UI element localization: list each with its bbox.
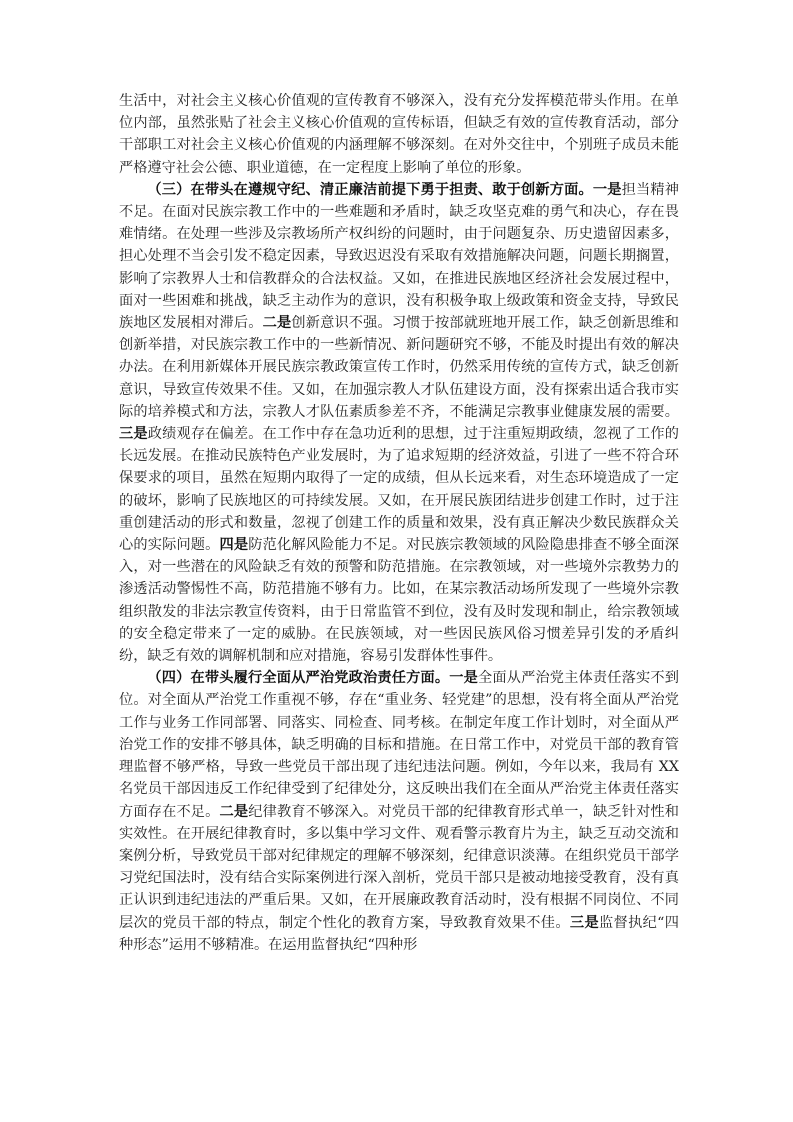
item-text: 监督执纪“四种形态”运用不够精准。在运用监督执纪“四种形	[119, 914, 679, 953]
item-text: 全面从严治党主体责任落实不到位。对全面从严治党工作重视不够，存在“重业务、轻党建”的思想，没有将全面从严治党工作与业务工作同部署、同落实、同检查、同考核。在制定年度工作计划时，对全面从严治党工作的安排不够具体，缺乏明确的目标和措施。在日常工作中，对党员干部的教育管理监督不够严格，导致一些党员干部出现了违纪违法问题。例如，今年以来，我局有 XX 名党员干部因违反工作纪律受到了纪律处分，这反映出我们在全面从严治党主体责任落实方面存在不足。	[119, 670, 679, 820]
item-marker: 三是	[569, 914, 599, 931]
item-text: 创新意识不强。习惯于按部就班地开展工作，缺乏创新思维和创新举措，对民族宗教工作中的一些新情况、新问题研究不够，不能及时提出有效的解决办法。在利用新媒体开展民族宗教政策宣传工作时，仍然采用传统的宣传方式，缺乏创新意识，导致宣传效果不佳。又如，在加强宗教人才队伍建设方面，没有探索出适合我市实际的培养模式和方法，宗教人才队伍素质参差不齐，不能满足宗教事业健康发展的需要。	[119, 315, 679, 420]
item-text: 政绩观存在偏差。在工作中存在急功近利的思想，过于注重短期政绩，忽视了工作的长远发展。在推动民族特色产业发展时，为了追求短期的经济效益，引进了一些不符合环保要求的项目，虽然在短期内取得了一定的成绩，但从长远来看，对生态环境造成了一定的破坏，影响了民族地区的可持续发展。又如，在开展民族团结进步创建工作时，过于注重创建活动的形式和数量，忽视了创建工作的质量和效果，没有真正解决少数民族群众关心的实际问题。	[119, 426, 679, 554]
section-heading: （四）在带头履行全面从严治党政治责任方面。	[147, 670, 450, 687]
document-page	[119, 90, 679, 956]
item-marker: 一是	[592, 181, 622, 198]
paragraph-section-three	[119, 179, 679, 667]
item-marker: 四是	[219, 537, 249, 554]
paragraph-text: 生活中，对社会主义核心价值观的宣传教育不够深入，没有充分发挥模范带头作用。在单位内部，虽然张贴了社会主义核心价值观的宣传标语，但缺乏有效的宣传教育活动，部分干部职工对社会主义核心价值观的内涵理解不够深刻。在对外交往中，个别班子成员未能严格遵守社会公德、职业道德，在一定程度上影响了单位的形象。	[119, 93, 679, 176]
item-marker: 二是	[262, 315, 292, 332]
item-marker: 一是	[449, 670, 478, 687]
section-heading: （三）在带头在遵规守纪、清正廉洁前提下勇于担责、敢于创新方面。	[147, 181, 593, 198]
paragraph-section-four	[119, 667, 679, 956]
item-text: 担当精神不足。在面对民族宗教工作中的一些难题和矛盾时，缺乏攻坚克难的勇气和决心，存在畏难情绪。在处理一些涉及宗教场所产权纠纷的问题时，由于问题复杂、历史遗留因素多，担心处理不当会引发不稳定因素，导致迟迟没有采取有效措施解决问题，问题长期搁置，影响了宗教界人士和信教群众的合法权益。又如，在推进民族地区经济社会发展过程中，面对一些困难和挑战，缺乏主动作为的意识，没有积极争取上级政策和资金支持，导致民族地区发展相对滞后。	[119, 181, 679, 332]
paragraph-value-education	[119, 90, 679, 179]
item-marker: 三是	[119, 426, 148, 443]
item-text: 防范化解风险能力不足。对民族宗教领域的风险隐患排查不够全面深入，对一些潜在的风险缺乏有效的预警和防范措施。在宗教领域，对一些境外宗教势力的渗透活动警惕性不高，防范措施不够有力。比如，在某宗教活动场所发现了一些境外宗教组织散发的非法宗教宣传资料，由于日常监管不到位，没有及时发现和制止，给宗教领域的安全稳定带来了一定的威胁。在民族领域，对一些因民族风俗习惯差异引发的矛盾纠纷，缺乏有效的调解机制和应对措施，容易引发群体性事件。	[119, 537, 679, 665]
item-text: 纪律教育不够深入。对党员干部的纪律教育形式单一，缺乏针对性和实效性。在开展纪律教育时，多以集中学习文件、观看警示教育片为主，缺乏互动交流和案例分析，导致党员干部对纪律规定的理解不够深刻，纪律意识淡薄。在组织党员干部学习党纪国法时，没有结合实际案例进行深入剖析，党员干部只是被动地接受教育，没有真正认识到违纪违法的严重后果。又如，在开展廉政教育活动时，没有根据不同岗位、不同层次的党员干部的特点，制定个性化的教育方案，导致教育效果不佳。	[119, 803, 679, 931]
item-marker: 二是	[219, 803, 249, 820]
